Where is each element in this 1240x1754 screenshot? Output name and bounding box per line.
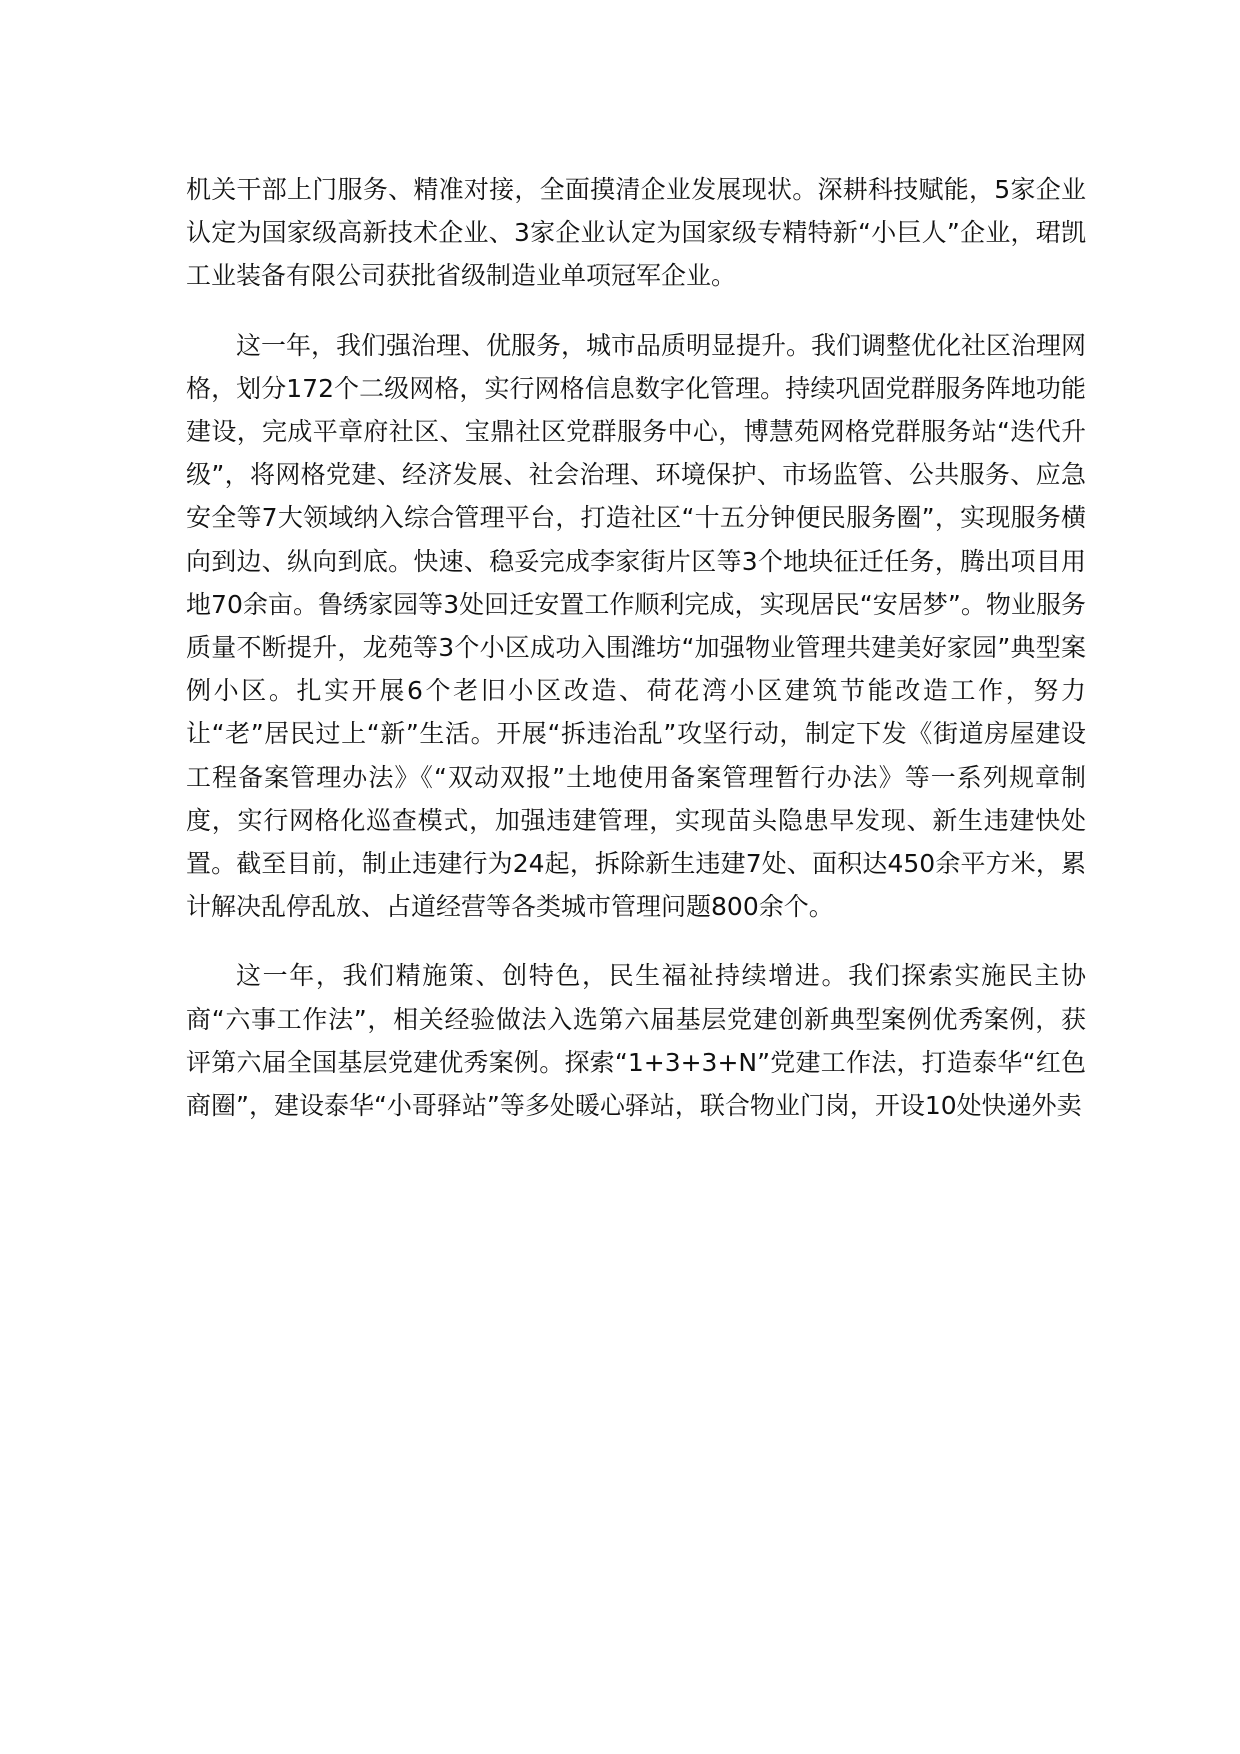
paragraph-1: 机关干部上门服务、精准对接，全面摸清企业发展现状。深耕科技赋能，5家企业认定为国家级高新技术企业、3家企业认定为国家级专精特新“小巨人”企业，珺凯工业装备有限公司获批省级制造业单项冠军企业。 [186,175,1086,291]
paragraph-3: 这一年，我们精施策、创特色，民生福祉持续增进。我们探索实施民主协商“六事工作法”，相关经验做法入选第六届基层党建创新典型案例优秀案例，获评第六届全国基层党建优秀案例。探索“1+3+3+N”党建工作法，打造泰华“红色商圈”，建设泰华“小哥驿站”等多处暖心驿站，联合物业门岗，开设10处快递外卖 [186,961,1086,1121]
document-body [186,168,1086,1153]
paragraph-2: 这一年，我们强治理、优服务，城市品质明显提升。我们调整优化社区治理网格，划分172个二级网格，实行网格信息数字化管理。持续巩固党群服务阵地功能建设，完成平章府社区、宝鼎社区党群服务中心，博慧苑网格党群服务站“迭代升级”，将网格党建、经济发展、社会治理、环境保护、市场监管、公共服务、应急安全等7大领域纳入综合管理平台，打造社区“十五分钟便民服务圈”，实现服务横向到边、纵向到底。快速、稳妥完成李家街片区等3个地块征迁任务，腾出项目用地70余亩。鲁绣家园等3处回迁安置工作顺利完成，实现居民“安居梦”。物业服务质量不断提升，龙苑等3个小区成功入围潍坊“加强物业管理共建美好家园”典型案例小区。扎实开展6个老旧小区改造、荷花湾小区建筑节能改造工作，努力让“老”居民过上“新”生活。开展“拆违治乱”攻坚行动，制定下发《街道房屋建设工程备案管理办法》《“双动双报”土地使用备案管理暂行办法》等一系列规章制度，实行网格化巡查模式，加强违建管理，实现苗头隐患早发现、新生违建快处置。截至目前，制止违建行为24起，拆除新生违建7处、面积达450余平方米，累计解决乱停乱放、占道经营等各类城市管理问题800余个。 [186,330,1087,922]
